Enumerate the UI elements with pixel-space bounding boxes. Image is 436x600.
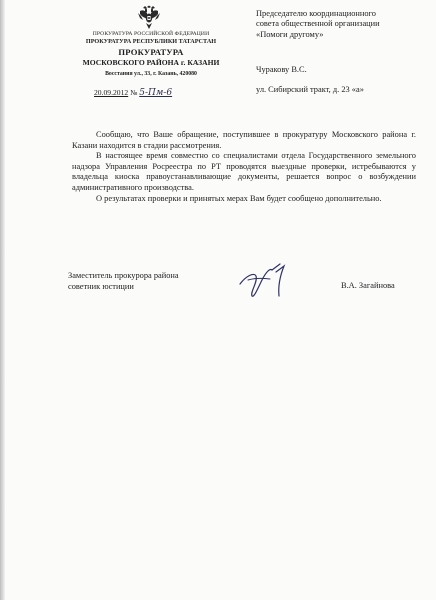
recipient-block — [256, 9, 416, 40]
recipient-line-2: совета общественной организации — [256, 19, 380, 29]
double-headed-eagle-emblem-icon — [137, 5, 161, 29]
header-address: Восстания ул., 33, г. Казань, 420080 — [105, 71, 197, 77]
body-paragraph-1: Сообщаю, что Ваше обращение, поступившее в прокуратуру Московского района г. Казани находится в стадии рассмотрения. — [72, 130, 416, 150]
recipient-name: Чуракову В.С. — [256, 65, 307, 74]
header-line-republic: ПРОКУРАТУРА РЕСПУБЛИКИ ТАТАРСТАН — [85, 38, 217, 45]
header-line-federal: ПРОКУРАТУРА РОССИЙСКОЙ ФЕДЕРАЦИИ — [92, 31, 210, 37]
signer-title-line-2: советник юстиции — [68, 282, 134, 291]
number-sign: № — [130, 88, 138, 97]
recipient-line-3: «Помоги другому» — [256, 29, 324, 39]
recipient-address: ул. Сибирский тракт, д. 23 «а» — [256, 85, 364, 94]
header-line-prosecutor: ПРОКУРАТУРА — [118, 47, 184, 57]
header-line-district: МОСКОВСКОГО РАЙОНА г. КАЗАНИ — [82, 58, 220, 67]
signer-title — [68, 270, 179, 292]
date-number-line — [94, 88, 172, 98]
signer-title-line-1: Заместитель прокурора района — [68, 271, 179, 280]
body-paragraph-3: О результатах проверки и принятых мерах Вам будет сообщено дополнительно. — [96, 193, 382, 203]
signer-name: В.А. Загайнова — [341, 281, 395, 290]
handwritten-signature — [236, 262, 292, 302]
letter-body — [72, 130, 416, 204]
letter-date: 20.09.2012 — [94, 88, 129, 97]
recipient-line-1: Председателю координационного — [256, 9, 376, 18]
body-paragraph-2: В настоящее время совместно со специалистами отдела Государственного земельного надзора Управления Росреестра по РТ проводятся выездные проверки, истребываются у владельца киоска правоустанавливающие документы, решается вопрос о возбуждении административного производства. — [72, 151, 416, 192]
scan-edge — [0, 0, 5, 600]
letter-number: 5-Пм-6 — [139, 88, 173, 98]
